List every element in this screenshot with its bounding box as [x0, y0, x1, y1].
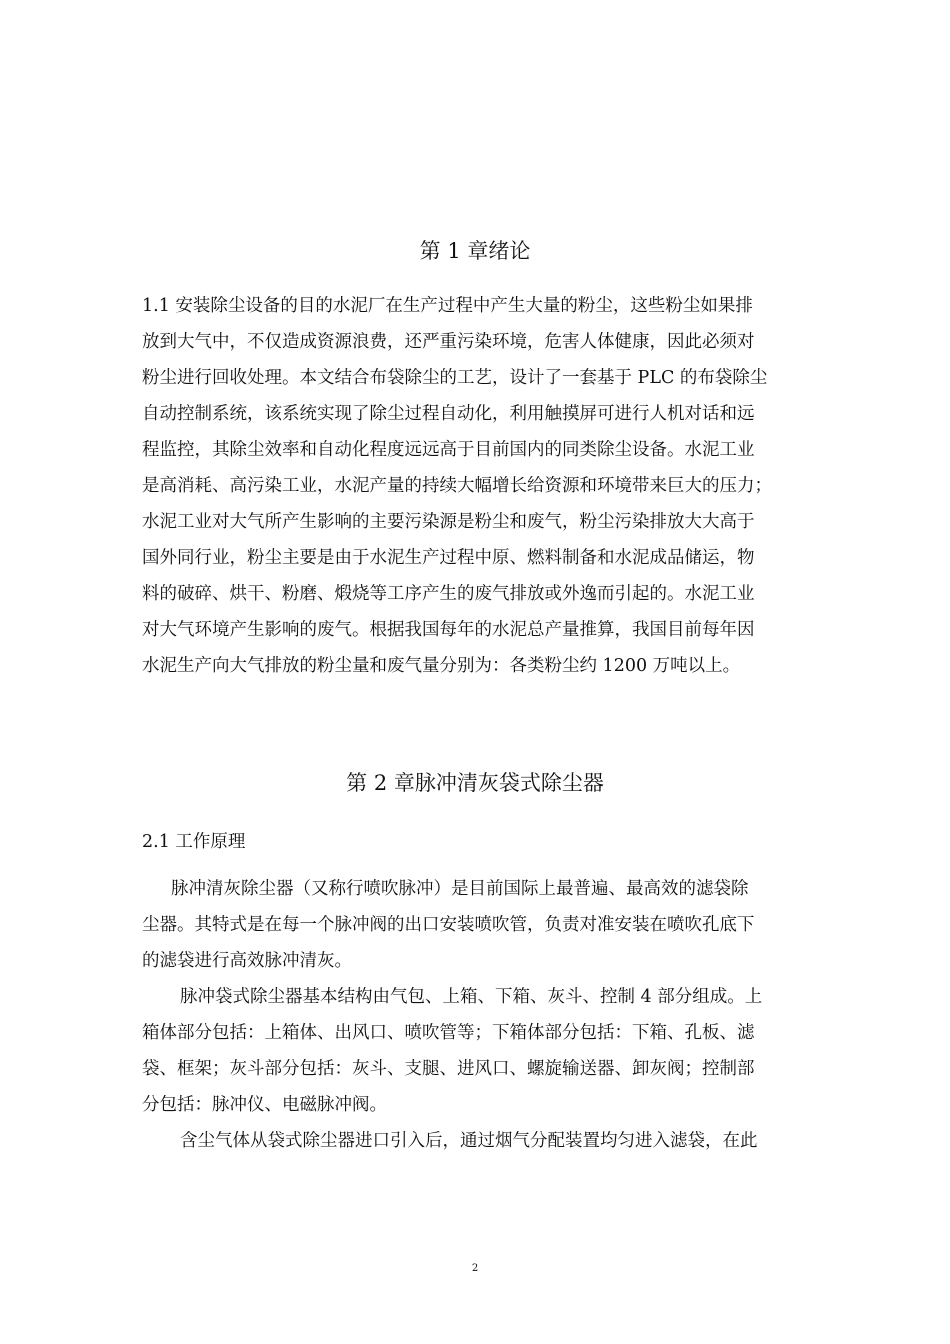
page-number: 2 [471, 1263, 479, 1274]
chapter-2-line: 箱体部分包括：上箱体、出风口、喷吹管等；下箱体部分包括：下箱、孔板、滤 [142, 1023, 755, 1043]
chapter-1-line: 是高消耗、高污染工业，水泥产量的持续大幅增长给资源和环境带来巨大的压力； [142, 476, 772, 496]
chapter-1-line: 国外同行业，粉尘主要是由于水泥生产过程中原、燃料制备和水泥成品储运，物 [142, 548, 755, 568]
chapter-1-line: 水泥工业对大气所产生影响的主要污染源是粉尘和废气，粉尘污染排放大大高于 [142, 512, 755, 532]
chapter-2-title: 第 2 章脉冲清灰袋式除尘器 [346, 771, 604, 795]
chapter-1-line: 1.1 安装除尘设备的目的水泥厂在生产过程中产生大量的粉尘，这些粉尘如果排 [142, 296, 753, 316]
chapter-2-line: 分包括：脉冲仪、电磁脉冲阀。 [142, 1095, 387, 1115]
chapter-2-line: 脉冲袋式除尘器基本结构由气包、上箱、下箱、灰斗、控制 4 部分组成。上 [180, 987, 763, 1007]
chapter-2-line: 脉冲清灰除尘器（又称行喷吹脉冲）是目前国际上最普遍、最高效的滤袋除 [171, 879, 749, 899]
section-2-1-heading: 2.1 工作原理 [142, 832, 246, 852]
chapter-1-title: 第 1 章绪论 [419, 239, 531, 263]
chapter-1-line: 粉尘进行回收处理。本文结合布袋除尘的工艺，设计了一套基于 PLC 的布袋除尘 [142, 368, 768, 388]
chapter-2-line: 尘器。其特式是在每一个脉冲阀的出口安装喷吹管，负责对准安装在喷吹孔底下 [142, 915, 755, 935]
chapter-1-line: 水泥生产向大气排放的粉尘量和废气量分别为：各类粉尘约 1200 万吨以上。 [142, 656, 741, 676]
chapter-1-line: 程监控，其除尘效率和自动化程度远远高于目前国内的同类除尘设备。水泥工业 [142, 440, 755, 460]
chapter-1-line: 料的破碎、烘干、粉磨、煅烧等工序产生的废气排放或外逸而引起的。水泥工业 [142, 584, 755, 604]
chapter-1-line: 自动控制系统，该系统实现了除尘过程自动化，利用触摸屏可进行人机对话和远 [142, 404, 755, 424]
chapter-2-line: 含尘气体从袋式除尘器进口引入后，通过烟气分配装置均匀进入滤袋，在此 [180, 1131, 758, 1151]
chapter-2-line: 的滤袋进行高效脉冲清灰。 [142, 951, 352, 971]
chapter-1-line: 对大气环境产生影响的废气。根据我国每年的水泥总产量推算，我国目前每年因 [142, 620, 755, 640]
chapter-1-line: 放到大气中，不仅造成资源浪费，还严重污染环境，危害人体健康，因此必须对 [142, 332, 755, 352]
chapter-2-line: 袋、框架；灰斗部分包括：灰斗、支腿、进风口、螺旋输送器、卸灰阀；控制部 [142, 1059, 755, 1079]
